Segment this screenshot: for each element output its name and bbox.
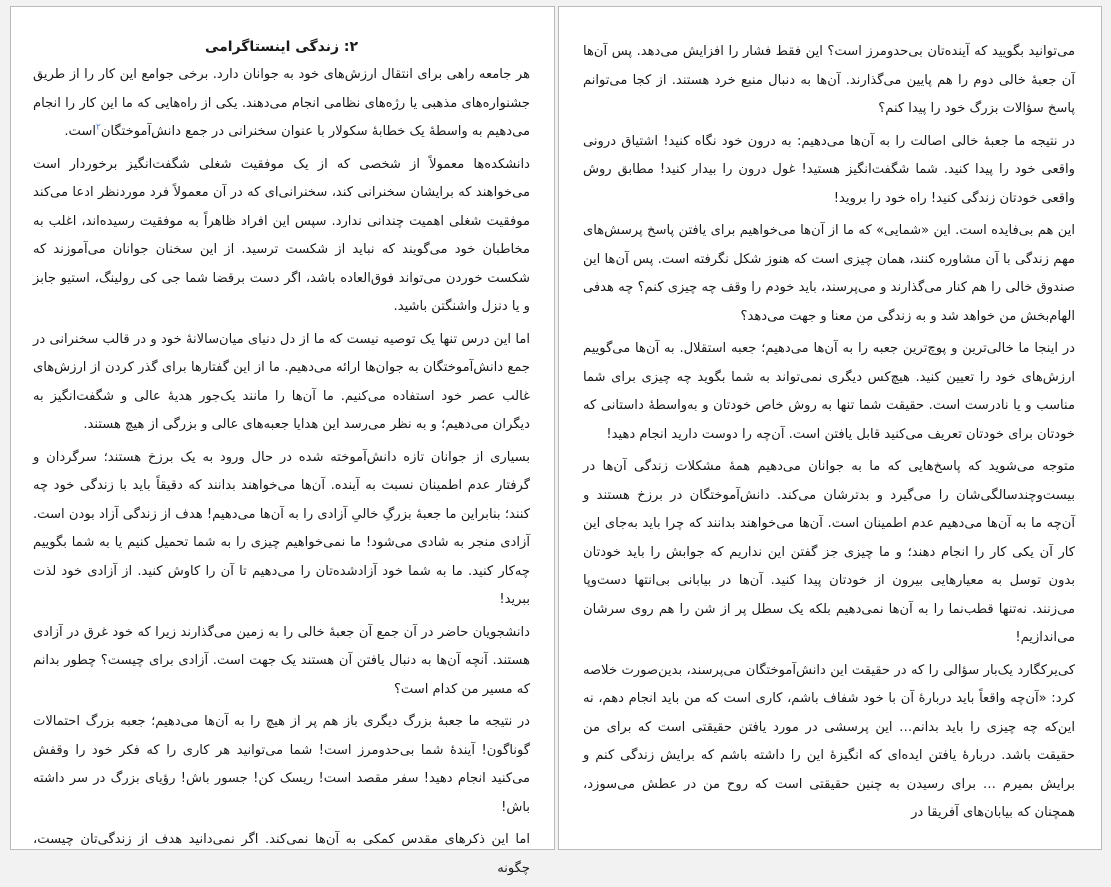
paragraph-text: هر جامعه راهی برای انتقال ارزش‌های خود به جوانان دارد. برخی جوامع این کار را از طریق جشنواره‌های مذهبی یا رژه‌های نظامی انجام می‌دهند. یکی از راه‌هایی که ما این کار را انجام می‌دهیم به واسطهٔ یک خطابهٔ سکولار با عنوان سخنرانی در جمع دانش‌آموختگان [33, 67, 530, 139]
paragraph: دانشکده‌ها معمولاً از شخصی که از یک موفقیت شغلی شگفت‌انگیز برخوردار است می‌خواهند که برایشان سخنرانی کند، سخنرانی‌ای که در آن معمولاً فرد موردنظر ادعا می‌کند موفقیت شغلی اهمیت چندانی ندارد. سپس این افراد ظاهراً به موفقیت رسیده‌اند، اغلب به مخاطبان خود می‌گویند که نباید از شکست ترسید. از این سخنان جوانان می‌آموزند که شکست خوردن می‌تواند فوق‌العاده باشد، اگر دست برقضا شما جی کی رولینگ، استیو جابز و یا دنزل واشنگتن باشید. [33, 156, 530, 314]
footnote-marker[interactable]: ۲ [95, 122, 101, 133]
paragraph [33, 61, 530, 147]
left-page-text [33, 33, 530, 887]
paragraph-text: است. [64, 124, 96, 139]
right-page-text [583, 38, 1075, 832]
paragraph: متوجه می‌شوید که پاسخ‌هایی که ما به جوانان می‌دهیم همهٔ مشکلات زندگی آن‌ها در بیست‌وچندسالگی‌شان را می‌گیرد و بدترشان می‌کند. دانش‌آموختگان در برزخ هستند و آن‌چه ما به آن‌ها می‌دهیم عدم اطمینان است. آن‌ها می‌خواهند بدانند که چرا باید به‌جای این کار آن یکی کار را انجام دهند؛ و ما چیزی جز گفتن این نداریم که جوابش را باید خودتان بدون توسل به معیارهایی بیرون از خودتان پیدا کنید. آن‌ها در بیابانی بی‌انتها دست‌وپا می‌زنند. نه‌تنها قطب‌نما را به آن‌ها نمی‌دهیم بلکه یک سطل پر از شن را هم روی سرشان می‌اندازیم! [583, 459, 1075, 645]
right-page [558, 6, 1102, 850]
chapter-heading: ۲: زندگی اینستاگرامی [204, 39, 359, 55]
paragraph: اما این ذکرهای مقدس کمکی به آن‌ها نمی‌کند. اگر نمی‌دانید هدف از زندگی‌تان چیست، چگونه [33, 832, 530, 876]
paragraph: در نتیجه ما جعبهٔ خالی اصالت را به آن‌ها می‌دهیم: به درون خود نگاه کنید! اشتیاق درونی واقعی خود را پیدا کنید. شما شگفت‌انگیز هستید! غول درون را بیدار کنید! مطابق روش واقعی خودتان زندگی کنید! راه خود را بروید! [583, 133, 1075, 206]
paragraph: در نتیجه ما جعبهٔ بزرگ دیگری باز هم پر از هیچ را به آن‌ها می‌دهیم؛ جعبه بزرگ احتمالات گوناگون! آیندهٔ شما بی‌حدومرز است! شما می‌توانید هر کاری را که فکر خود را وقفش می‌کنید انجام دهید! سفر مقصد است! ریسک کن! جسور باش! رؤیای بزرگ در سر داشته باش! [33, 714, 530, 815]
paragraph: اما این درس تنها یک توصیه نیست که ما از دل دنیای میان‌سالانهٔ خود و در قالب سخنرانی در جمع دانش‌آموختگان به جوان‌ها ارائه می‌دهیم. ما از این گفتارها برای گذر کردن از ارزش‌های غالب عصر خود استفاده می‌کنیم. ما آن‌ها را مانند یک‌جور هدیهٔ عالی و شگفت‌انگیز به دیگران می‌دهیم؛ و به نظر می‌رسد این هدایا جعبه‌های عالی و بزرگی از هیچ هستند. [33, 331, 530, 432]
paragraph: در اینجا ما خالی‌ترین و پوچ‌ترین جعبه را به آن‌ها می‌دهیم؛ جعبه استقلال. به آن‌ها می‌گوییم ارزش‌های خود را تعیین کنید. هیچ‌کس دیگری نمی‌تواند به شما بگوید چه چیزی برای شما مناسب و یا نادرست است. حقیقت شما تنها به روش خاص خودتان و به‌واسطهٔ داستانی که خودتان برای خودتان تعریف می‌کنید قابل یافتن است. آن‌چه را دوست دارید انجام دهید! [583, 341, 1075, 442]
paragraph: بسیاری از جوانان تازه دانش‌آموخته شده در حال ورود به یک برزخ هستند؛ سرگردان و گرفتار عدم اطمینان نسبت به آینده. آن‌ها می‌خواهند بدانند که دقیقاً باید با زندگی خود چه کنند؛ بنابراین ما جعبهٔ بزرگِ خالیِ آزادی را به آن‌ها می‌دهیم! هدف از زندگی آزاد بودن است. آزادی منجر به شادی می‌شود! ما نمی‌خواهیم چیزی را به شما تحمیل کنیم یا به شما بگوییم چه‌کار کنید. ما به شما خود آزادشده‌تان را می‌دهیم تا آن را کاوش کنید. از آزادی خود لذت ببرید! [33, 449, 530, 607]
paragraph: این هم بی‌فایده است. این «شمایی» که ما از آن‌ها می‌خواهیم برای یافتن پاسخ پرسش‌های مهم زندگی با آن مشاوره کنند، همان چیزی است که هنوز شکل نگرفته است. پس آن‌ها این صندوق خالی را هم کنار می‌گذارند و می‌پرسند، باید خودم را وقف چه چیزی کنم؟ چه هدفی الهام‌بخش من خواهد شد و به زندگی من معنا و جهت می‌دهد؟ [583, 223, 1075, 324]
left-page [10, 6, 555, 876]
paragraph: کی‌یرکگارد یک‌بار سؤالی را که در حقیقت این دانش‌آموختگان می‌پرسند، بدین‌صورت خلاصه کرد: «آن‌چه واقعاً باید دربارهٔ آن با خود شفاف باشم، کاری است که من باید انجام دهم، نه این‌که چه چیزی را باید بدانم… این پرسشی در مورد یافتن حقیقتی است که برای من حقیقت باشد. دربارهٔ یافتن ایده‌ای که انگیزهٔ این را داشته باشم که برایش زندگی کنم و برایش بمیرم … برای رسیدن به چنین حقیقتی است که روح من در عطش می‌سوزد، همچنان که بیابان‌های آفریقا در [583, 662, 1075, 820]
paragraph: می‌توانید بگویید که آینده‌تان بی‌حدومرز است؟ این فقط فشار را افزایش می‌دهد. پس آن‌ها آن جعبهٔ خالی دوم را هم پایین می‌گذارند. آن‌ها به دنبال منبع خرد هستند. از کجا می‌توانم پاسخ سؤالات بزرگ خود را پیدا کنم؟ [583, 44, 1075, 116]
paragraph: دانشجویان حاضر در آن جمع آن جعبهٔ خالی را به زمین می‌گذارند زیرا که خود غرق در آزادی هستند. آنچه آن‌ها به دنبال یافتن آن هستند یک جهت است. آزادی برای چیست؟ چطور بدانم که مسیر من کدام است؟ [33, 624, 530, 697]
